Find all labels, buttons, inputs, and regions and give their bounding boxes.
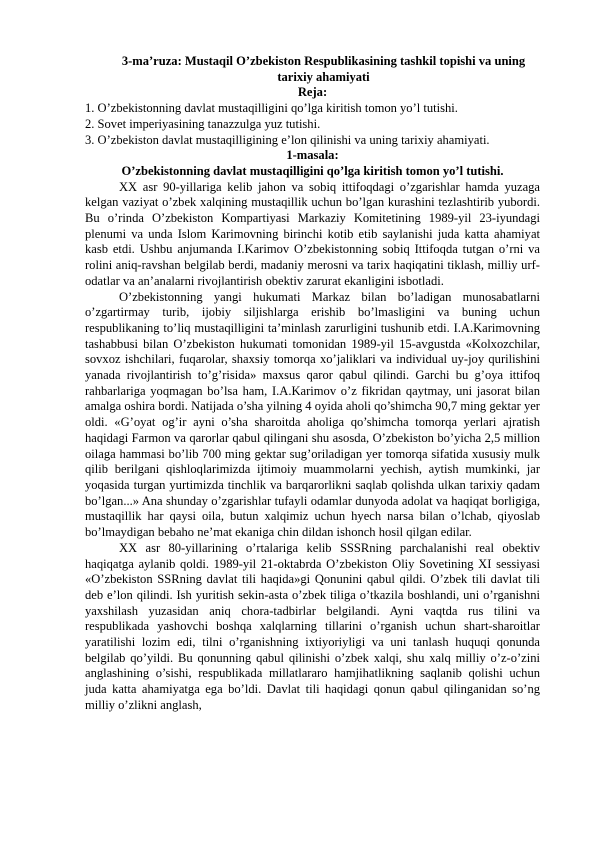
plan-item: 1. O’zbekistonning davlat mustaqilligini qo’lga kiritish tomon yo’l tutishi. — [85, 101, 458, 116]
body-paragraph: O’zbekistonning yangi hukumati Markaz bilan bo’ladigan munosabatlarni o’zgartirmay turib, ijobiy siljishlarga erishib bo’lmasligini va buning uchun respublikaning to’liq mustaqilligini ta’minlash zarurligini tushunib etdi. I.A.Karimovning tashabbusi bilan O’zbekiston hukumati tomonidan 1989-yil 15-avgustda «Kolxozchilar, sovxoz ishchilari, fuqarolar, shaxsiy tomorqa xo’jaliklari va individual uy-joy qurilishini yanada rivojlantirish to’g’risida» maxsus qaror qabul qilindi. Garchi bu g’oya ittifoq rahbarlariga yoqmagan bo’lsa ham, I.A.Karimov o’z fikridan qaytmay, uni jasorat bilan amalga oshira bordi. Natijada o’sha yilning 4 oyida aholi qo’shimcha 90,7 ming gektar yer oldi. «G’oyat og’ir ayni o’sha sharoitda aholiga qo’shimcha tomorqa yerlari ajratish haqidagi Farmon va qarorlar qabul qilingani shu asosda, O’zbekiston bo’yicha 2,5 million oilaga hammasi bo’lib 700 ming gektar sug’oriladigan yer tomorqa sifatida xususiy mulk qilib berilgani qishloqlarimizda ijtimoiy muammolarni yechish, aytish mumkinki, jar yoqasida turgan yurtimizda tinchlik va barqarorlikni saqlab qolishda ulkan tarixiy qadam bo’lgan...» Ana shunday o’zgarishlar tufayli odamlar dunyoda adolat va haqiqat borligiga, mustaqillik har qaysi oila, butun xalqimiz uchun hyech narsa bilan o’lchab, qiyoslab bo’lmaydigan bebaho ne’mat ekaniga chin dildan ishonch hosil qilgan edilar. — [85, 289, 540, 540]
section-title: O’zbekistonning davlat mustaqilligini qo’lga kiritish tomon yo’l tutishi. — [121, 163, 504, 178]
body-paragraph: XX asr 80-yillarining o’rtalariga kelib SSSRning parchalanishi real obektiv haqiqatga aylanib qoldi. 1989-yil 21-oktabrda O’zbekiston Oliy Sovetining XI sessiyasi «O’zbekiston SSRning davlat tili haqida»gi Qonunini qabul qildi. O’zbek tili davlat tili deb e’lon qilindi. Ish yuritish sekin-asta o’zbek tiliga o’tkazila boshlandi, uni o’rganishni yaxshilash yuzasidan aniq chora-tadbirlar belgilandi. Ayni vaqtda rus tilini va respublikada yashovchi boshqa xalqlarning tillarini o’rganish uchun shart-sharoitlar yaratilishi lozim edi, tilni o’rganishning ixtiyoriyligi va uni tanlash huquqi qonunda belgilab qo’yildi. Bu qonunning qabul qilinishi o’zbek xalqi, shu xalq milliy o’z-o’zini anglashining o’sishi, respublikada millatlararo hamjihatlikning saqlanib qolishi uchun juda katta ahamiyatga ega bo’ldi. Davlat tili haqidagi qonun qabul qilinganidan so’ng milliy o’zlikni anglash, — [85, 540, 540, 712]
lecture-title: 3-ma’ruza: Mustaqil O’zbekiston Respublikasining tashkil topishi va uning tarixiy ahamiyati — [121, 54, 526, 84]
plan-item: 3. O’zbekiston davlat mustaqilligining e’lon qilinishi va uning tarixiy ahamiyati. — [85, 132, 490, 147]
plan-list — [85, 101, 540, 148]
plan-heading: Reja: — [297, 85, 328, 100]
plan-item: 2. Sovet imperiyasining tanazzulga yuz tutishi. — [85, 116, 321, 131]
section-label: 1-masala: — [286, 148, 339, 163]
body-paragraph: XX asr 90-yillariga kelib jahon va sobiq ittifoqdagi o’zgarishlar hamda yuzaga kelgan vaziyat o’zbek xalqining mustaqillik uchun bo’lgan kurashini tezlashtirib yubordi. Bu o’rinda O’zbekiston Kompartiyasi Markaziy Komitetining 1989-yil 23-iyundagi plenumi va unda Islom Karimovning birinchi kotib etib saylanishi juda katta ahamiyat kasb etdi. Ushbu anjumanda I.Karimov O’zbekistonning sobiq Ittifoqda tutgan o’rni va rolini aniq-ravshan belgilab berdi, madaniy merosni va tarix haqiqatini tiklash, milliy urf-odatlar va an’analarni rivojlantirish obektiv zarurat ekanligini isbotladi. — [85, 179, 540, 288]
